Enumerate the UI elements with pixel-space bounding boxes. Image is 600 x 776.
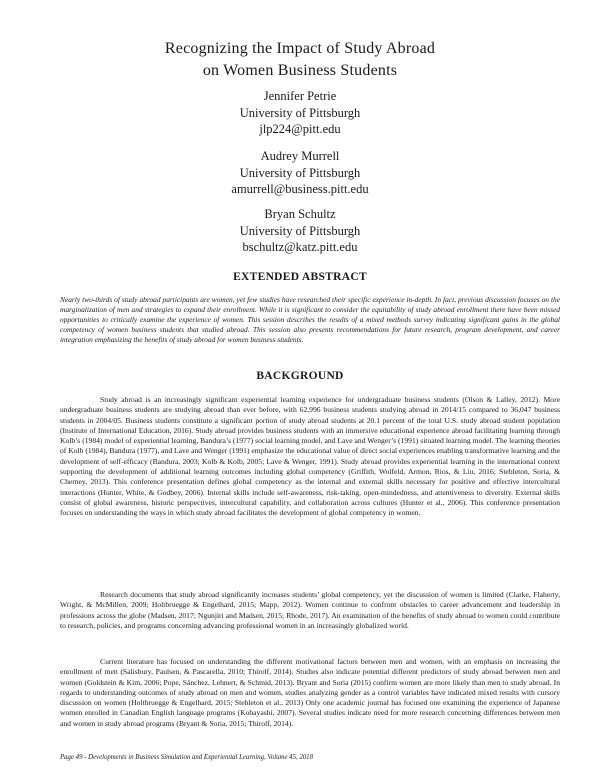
author-block-3 (150, 206, 450, 256)
author-block-2 (150, 148, 450, 198)
author-email[interactable]: bschultz@katz.pitt.edu (242, 240, 358, 254)
author-name: Bryan Schultz (264, 207, 336, 221)
title-line-1: Recognizing the Impact of Study Abroad (164, 40, 436, 57)
abstract-heading: EXTENDED ABSTRACT (233, 271, 367, 283)
author-email[interactable]: jlp224@pitt.edu (259, 122, 341, 136)
background-paragraph-3: Current literature has focused on understanding the different motivational factors between men and women, with an emphasis on increasing the enrollment of men (Salisbury, Paulsen, & Pascarella, 2010; Thirolf, 2014). Studies also indicate potential different predictors of study abroad between men and women (Goldstein & Kim, 2006; Pope, Sánchez, Lehnert, & Schmid, 2013). Bryant and Soria (2015) confirm women are more likely than men to study abroad. In regards to understanding outcomes of study abroad on men and women, studies analyzing gender as a control variables have indicated mixed results with cursory discussion on women (Holtbruegge & Engelhard, 2015; Stebleton et al., 2013) Only one academic journal has focused one examining the experience of Japanese women enrolled in Canadian English language programs (Kobayashi, 2007). Several studies indicate need for more research concerning differences between men and women in study abroad programs (Bryant & Soria, 2015; Thirolf, 2014). (60, 657, 560, 728)
author-block-1 (150, 88, 450, 138)
background-paragraph-1: Study abroad is an increasingly significant experiential learning experience for undergraduate business students (Olson & Lalley, 2012). More undergraduate business students are studying abroad than ever before, with 62,996 business students studying abroad in 2014/15 compared to 36,047 business students in 2004/05. Business students constitute a significant portion of study abroad students at 20.1 percent of the total U.S. study abroad student population (Institute of International Education, 2016). Study abroad provides business students with an immersive educational experience abroad facilitating learning through Kolb’s (1984) model of experiential learning, Bandura’s (1977) social learning model, and Lave and Wenger’s (1991) situated learning model. The learning theories of Kolb (1984), Bandura (1977), and Lave and Wenger (1991) emphasize the educational value of direct social experiences enabling transformative learning and the development of self-efficacy (Bandura, 2003; Kolb & Kolb, 2005; Lave & Wenger, 1991). Study abroad provides experiential learning in the international context supporting the development of additional learning outcomes including global competency (Griffith, Wolfeld, Armon, Rios, & Liu, 2016; Stebleton, Soria, & Cherney, 2013). This conference presentation defines global competency as the internal and external skills necessary for positive and effective intercultural interactions (Hunter, White, & Godbey, 2006). Internal skills include self-awareness, risk-taking, open-mindedness, and attentiveness to diversity. External skills consist of global awareness, historic perspectives, intercultural capability, and collaboration across cultures (Hunter et al., 2006). This conference presentation focuses on understanding the ways in which study abroad facilitates the development of global competency in women. (60, 395, 560, 518)
author-affiliation: University of Pittsburgh (239, 105, 361, 120)
author-affiliation: University of Pittsburgh (239, 223, 361, 238)
page-footer: Page 49 - Developments in Business Simulation and Experiential Learning, Volume 45, 2018 (60, 754, 313, 761)
author-affiliation: University of Pittsburgh (239, 165, 361, 180)
author-email[interactable]: amurrell@business.pitt.edu (231, 182, 369, 196)
author-name: Jennifer Petrie (263, 89, 337, 103)
background-paragraph-2: Research documents that study abroad significantly increases students’ global competency, yet the discussion of women is limited (Clarke, Flaherty, Wright, & McMillen, 2009; Holtbruegge & Engelhard, 2015; Mapp, 2012). Women continue to confront obstacles to career advancement and leadership in professions across the globe (Madsen, 2017; Ngunjiri and Madsen, 2015; Rhode, 2017). An examination of the benefits of study abroad to women could contribute to research, policies, and programs concerning advancing professional women in an increasingly globalized world. (60, 590, 560, 630)
paper-title (60, 38, 540, 82)
title-line-2: on Women Business Students (202, 62, 398, 79)
author-name: Audrey Murrell (260, 149, 340, 163)
background-heading: BACKGROUND (256, 370, 344, 382)
abstract-text: Nearly two-thirds of study abroad participants are women, yet few studies have researched their specific experience in-depth. In fact, previous discussion focuses on the marginalization of men and strategies to expand their enrollment. While it is significant to consider the equitability of study abroad enrollment there have been missed opportunities to critically examine the experience of women. This session describes the results of a mixed methods survey indicating significant gains in the global competency of women business students that studied abroad. This session also presents recommendations for future research, program development, and career integration emphasizing the benefits of study abroad for women business students. (60, 295, 560, 344)
